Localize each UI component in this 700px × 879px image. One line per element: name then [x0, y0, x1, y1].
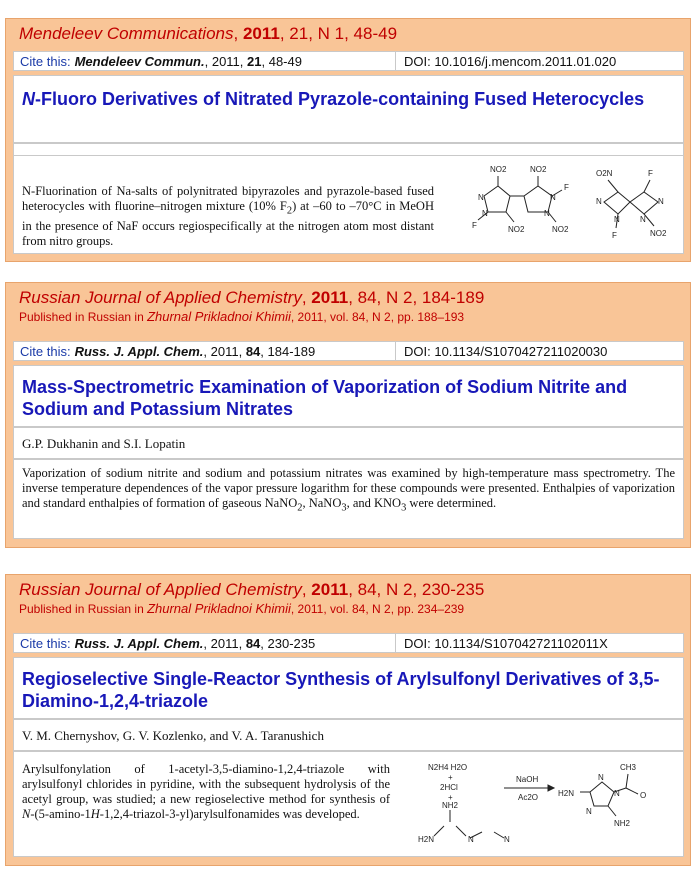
journal-line: Mendeleev Communications, 2011, 21, N 1, 48-49: [19, 24, 398, 43]
label-o2n: O2N: [596, 169, 613, 178]
abstract-text: Arylsulfonylation of 1-acetyl-3,5-diamino-1,2,4-triazole with arylsulfonyl chlorides in pyridine, with the subsequent hydrolysis of the acetyl group, was studied; a new regioselective method for synthesis of N-(5-amino-1H-1,2,4-triazol-3-yl)arylsulfonamides was developed.: [22, 762, 390, 821]
label-n: N: [468, 835, 474, 844]
title-text: -Fluoro Derivatives of Nitrated Pyrazole-containing Fused Heterocycles: [35, 89, 645, 109]
abstract-text: Vaporization of sodium nitrite and sodium and potassium nitrates was examined by high-temperature mass spectrometry. The inverse temperature dependences of the vapor pressure logarithm for these compounds were presented. Enthalpies of vaporization and standard enthalpies of formation of gaseous NaNO$_2$, NaNO$_3$, and $KNO_3$ were determined.: [22, 466, 675, 514]
cite-volume: 84: [245, 344, 261, 359]
label-n: N: [586, 807, 592, 816]
russian-journal-name: Zhurnal Prikladnoi Khimii: [147, 601, 291, 616]
label-n: N: [614, 789, 620, 798]
label-no2: NO2: [650, 229, 667, 238]
cite-label: Cite this:: [20, 344, 71, 359]
article-title[interactable]: [13, 365, 684, 427]
cite-volume: 21: [247, 54, 262, 69]
cite-journal: Mendeleev Commun.: [74, 54, 205, 69]
label-2hcl: 2HCl: [440, 783, 458, 792]
label-plus: +: [448, 773, 453, 782]
pyrazole-structures-figure: [444, 156, 684, 256]
journal-name[interactable]: Russian Journal of Applied Chemistry: [19, 288, 302, 307]
cite-journal: Russ. J. Appl. Chem.: [74, 344, 204, 359]
cite-divider: [395, 52, 396, 70]
label-plus: +: [448, 793, 453, 802]
article-card-3: [5, 574, 691, 866]
label-nh2: NH2: [614, 819, 631, 828]
cite-pages: , 184-189: [260, 344, 316, 359]
label-n: N: [550, 193, 556, 202]
doi-link[interactable]: DOI: 10.1134/S107042721102011X: [404, 636, 608, 651]
label-hydrazine: N2H4 H2O: [428, 763, 468, 772]
cite-pages: , 230-235: [260, 636, 316, 651]
abstract: [13, 459, 684, 539]
label-nh2: NH2: [442, 801, 459, 810]
journal-line: Russian Journal of Applied Chemistry, 2011, 84, N 2, 230-235: [19, 580, 485, 599]
cite-divider: [395, 342, 396, 360]
label-n: N: [478, 193, 484, 202]
label-n: N: [482, 209, 488, 218]
label-n: N: [658, 197, 664, 206]
journal-year: 2011: [311, 580, 349, 599]
journal-year: 2011: [242, 24, 280, 43]
doi-link[interactable]: DOI: 10.1016/j.mencom.2011.01.020: [404, 54, 617, 69]
label-h2n: H2N: [418, 835, 435, 844]
authors-text: V. M. Chernyshov, G. V. Kozlenko, and V. A. Taranushich: [22, 728, 324, 743]
article-card-2: [5, 282, 691, 548]
journal-details: , 84, N 2, 184-189: [348, 288, 485, 307]
cite-label: Cite this:: [20, 636, 71, 651]
doi-link[interactable]: DOI: 10.1134/S1070427211020030: [404, 344, 608, 359]
cite-text: [20, 344, 315, 359]
cite-pages: , 48-49: [261, 54, 302, 69]
title-italic: N: [22, 89, 35, 109]
title-text: Mass-Spectrometric Examination of Vaporization of Sodium Nitrite and Sodium and Potassium Nitrates: [22, 377, 628, 419]
authors: [13, 719, 684, 751]
label-n: N: [614, 215, 620, 224]
journal-details: , 84, N 2, 230-235: [348, 580, 485, 599]
article-title[interactable]: [13, 657, 684, 719]
label-f: F: [472, 221, 477, 230]
label-no2: NO2: [508, 225, 525, 234]
article-title[interactable]: [13, 75, 684, 143]
authors-text: G.P. Dukhanin and S.I. Lopatin: [22, 436, 186, 451]
authors: [13, 427, 684, 459]
label-n: N: [640, 215, 646, 224]
cite-label: Cite this:: [20, 54, 71, 69]
journal-line: Russian Journal of Applied Chemistry, 2011, 84, N 2, 184-189: [19, 288, 485, 307]
label-n: N: [544, 209, 550, 218]
journal-details: , 21, N 1, 48-49: [279, 24, 398, 43]
abstract-text: N-Fluorination of Na-salts of polynitrated bipyrazoles and pyrazole-based fused heterocycles with fluorine–nitrogen mixture (10% $F_2$) at –60 to –70°C in MeOH in the presence of NaF occurs regiospecifically at the nitrogen atom most distant from nitro groups.: [22, 184, 434, 248]
abstract: [13, 155, 684, 254]
cite-year: , 2011,: [203, 636, 246, 651]
published-in-note: Published in Russian in Zhurnal Prikladnoi Khimii, 2011, vol. 84, N 2, pp. 234–239: [19, 601, 465, 616]
citation-row: [13, 341, 684, 361]
label-f: F: [648, 169, 653, 178]
label-naoh: NaOH: [516, 775, 539, 784]
citation-row: [13, 51, 684, 71]
label-ch3: CH3: [620, 763, 637, 772]
citation-row: [13, 633, 684, 653]
label-o: O: [640, 791, 647, 800]
cite-journal: Russ. J. Appl. Chem.: [74, 636, 204, 651]
cite-text: [20, 54, 302, 69]
abstract: [13, 751, 684, 857]
label-f: F: [564, 183, 569, 192]
journal-name[interactable]: Mendeleev Communications: [19, 24, 234, 43]
journal-year: 2011: [311, 288, 349, 307]
cite-year: , 2011,: [203, 344, 246, 359]
cite-year: , 2011,: [204, 54, 248, 69]
label-ac2o: Ac2O: [518, 793, 539, 802]
label-n: N: [596, 197, 602, 206]
label-n: N: [598, 773, 604, 782]
label-h2n: H2N: [558, 789, 575, 798]
reaction-scheme-figure: [404, 752, 684, 858]
published-in-note: Published in Russian in Zhurnal Prikladnoi Khimii, 2011, vol. 84, N 2, pp. 188–193: [19, 309, 465, 324]
label-no2: NO2: [552, 225, 569, 234]
cite-divider: [395, 634, 396, 652]
article-card-1: [5, 18, 691, 262]
cite-text: [20, 636, 315, 651]
title-text: Regioselective Single-Reactor Synthesis of Arylsulfonyl Derivatives of 3,5-Diamino-1,2,4-triazole: [22, 669, 660, 711]
label-no2: NO2: [490, 165, 507, 174]
label-no2: NO2: [530, 165, 547, 174]
cite-volume: 84: [245, 636, 261, 651]
label-n: N: [504, 835, 510, 844]
journal-name[interactable]: Russian Journal of Applied Chemistry: [19, 580, 302, 599]
label-f: F: [612, 231, 617, 240]
russian-journal-name: Zhurnal Prikladnoi Khimii: [147, 309, 291, 324]
